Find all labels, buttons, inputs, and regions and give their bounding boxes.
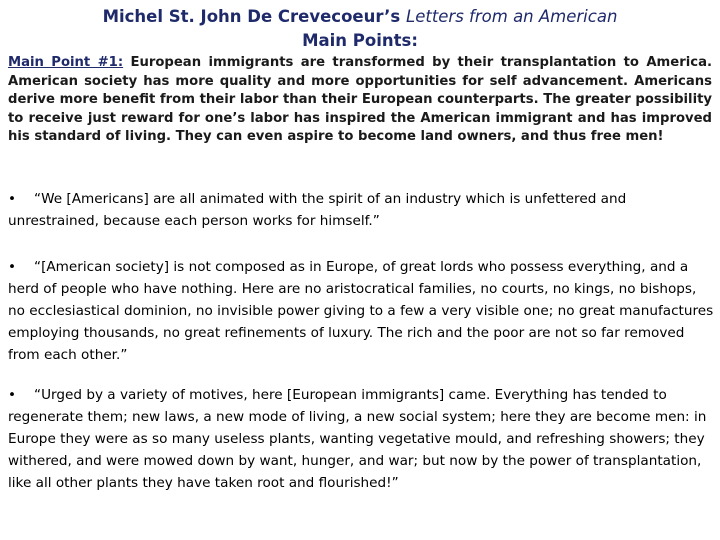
quote-text: “[American society] is not composed as in Europe, of great lords who possess everything, and a herd of people who have nothing. Here are no aristocratical families, no courts, no kings, no bishops, no ecclesiastical dominion, no invisible power giving to a few a very visible one; no great manufactures employing thousands, no great refinements of luxury. The rich and the poor are not so far removed from each other.”: [8, 259, 714, 363]
quote-text: “We [Americans] are all animated with the spirit of an industry which is unfettered and unrestrained, because each person works for himself.”: [8, 191, 627, 229]
title-line-1: [0, 5, 720, 29]
quote-item: [8, 256, 714, 366]
bullet-icon: •: [8, 259, 17, 275]
slide-title: [0, 0, 720, 53]
bullet-icon: •: [8, 387, 17, 403]
title-author: Michel St. John De Crevecoeur’s: [102, 7, 406, 26]
main-point-label: Main Point #1:: [8, 55, 124, 70]
main-point-paragraph: [8, 54, 712, 147]
title-book: Letters from an American: [406, 7, 618, 26]
quote-item: [8, 188, 714, 232]
main-point-text: European immigrants are transformed by their transplantation to America. American society has more quality and more opportunities for self advancement. Americans derive more benefit from their labor than their European counterparts. The greater possibility to receive just reward for one’s labor has inspired the American immigrant and has improved his standard of living. They can even aspire to become land owners, and thus free men!: [8, 55, 712, 144]
bullet-icon: •: [8, 191, 17, 207]
title-line-2: Main Points:: [302, 31, 418, 50]
quote-item: [8, 384, 714, 494]
quote-text: “Urged by a variety of motives, here [European immigrants] came. Everything has tended to regenerate them; new laws, a new mode of living, a new social system; here they are become men: in Europe they were as so many useless plants, wanting vegetative mould, and refreshing showers; they withered, and were mowed down by want, hunger, and war; but now by the power of transplantation, like all other plants they have taken root and flourished!”: [8, 387, 707, 491]
